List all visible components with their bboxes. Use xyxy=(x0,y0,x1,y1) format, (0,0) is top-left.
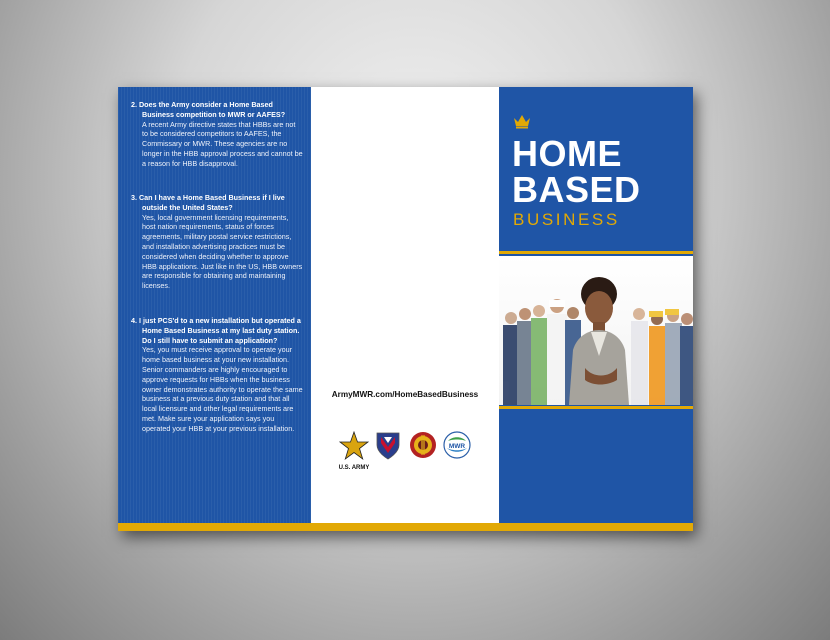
faq-answer: Yes, local government licensing requirements, host nation requirements, status of forces agreements, military postal service restrictions, and installation advertising practices must be considered when deciding whether to approve HBB applications. Just like in the US, HBB owners are responsible for obtaining and maintaining licenses. xyxy=(142,212,303,291)
gold-divider xyxy=(499,251,693,254)
cover-title-home: HOME xyxy=(512,133,622,174)
logo-row xyxy=(339,431,479,471)
bottom-gold-stripe xyxy=(118,523,693,531)
cover-title-based: BASED xyxy=(512,169,641,210)
army-star-logo xyxy=(339,431,369,473)
faq-item-2 xyxy=(131,100,303,169)
faq-question: 4. I just PCS'd to a new installation but operated a Home Based Business at my last duty station. Do I still have to submit an application? xyxy=(131,316,301,345)
army-logo-text: U.S. ARMY xyxy=(339,465,369,471)
medallion-logo xyxy=(409,431,437,459)
mwr-logo-text: MWR xyxy=(448,443,466,450)
brochure xyxy=(118,87,693,531)
faq-item-3 xyxy=(131,193,303,291)
gold-divider-bottom xyxy=(499,406,693,409)
mwr-globe-logo xyxy=(443,431,471,459)
front-cover-panel xyxy=(499,87,693,523)
faq-question: 3. Can I have a Home Based Business if I live outside the United States? xyxy=(131,193,285,212)
faq-answer: A recent Army directive states that HBBs are not to be considered competitors to AAFES, the Commissary or MWR. These agencies are no longer in the HBB approval process and cannot be a reason for HBB disapproval. xyxy=(142,119,303,168)
people-photo xyxy=(499,256,693,405)
cover-title-business: BUSINESS xyxy=(513,210,620,229)
workers-group-image xyxy=(499,256,693,405)
back-cover-panel xyxy=(311,87,499,523)
shield-logo xyxy=(375,431,401,461)
crown-icon xyxy=(513,113,531,129)
faq-item-4 xyxy=(131,316,303,434)
website-url[interactable]: ArmyMWR.com/HomeBasedBusiness xyxy=(331,390,479,399)
faq-question: 2. Does the Army consider a Home Based Business competition to MWR or AAFES? xyxy=(131,100,286,119)
faq-answer: Yes, you must receive approval to operate your home based business at your new installation. Senior commanders are highly encouraged to approve requests for HBBs when the business owner demonstrates authority to operate the same business at a previous duty station and that all local licensure and other legal requirements are met. Make sure your application says you operated your HBB at your previous installation. xyxy=(142,345,303,433)
faq-panel xyxy=(118,87,311,523)
